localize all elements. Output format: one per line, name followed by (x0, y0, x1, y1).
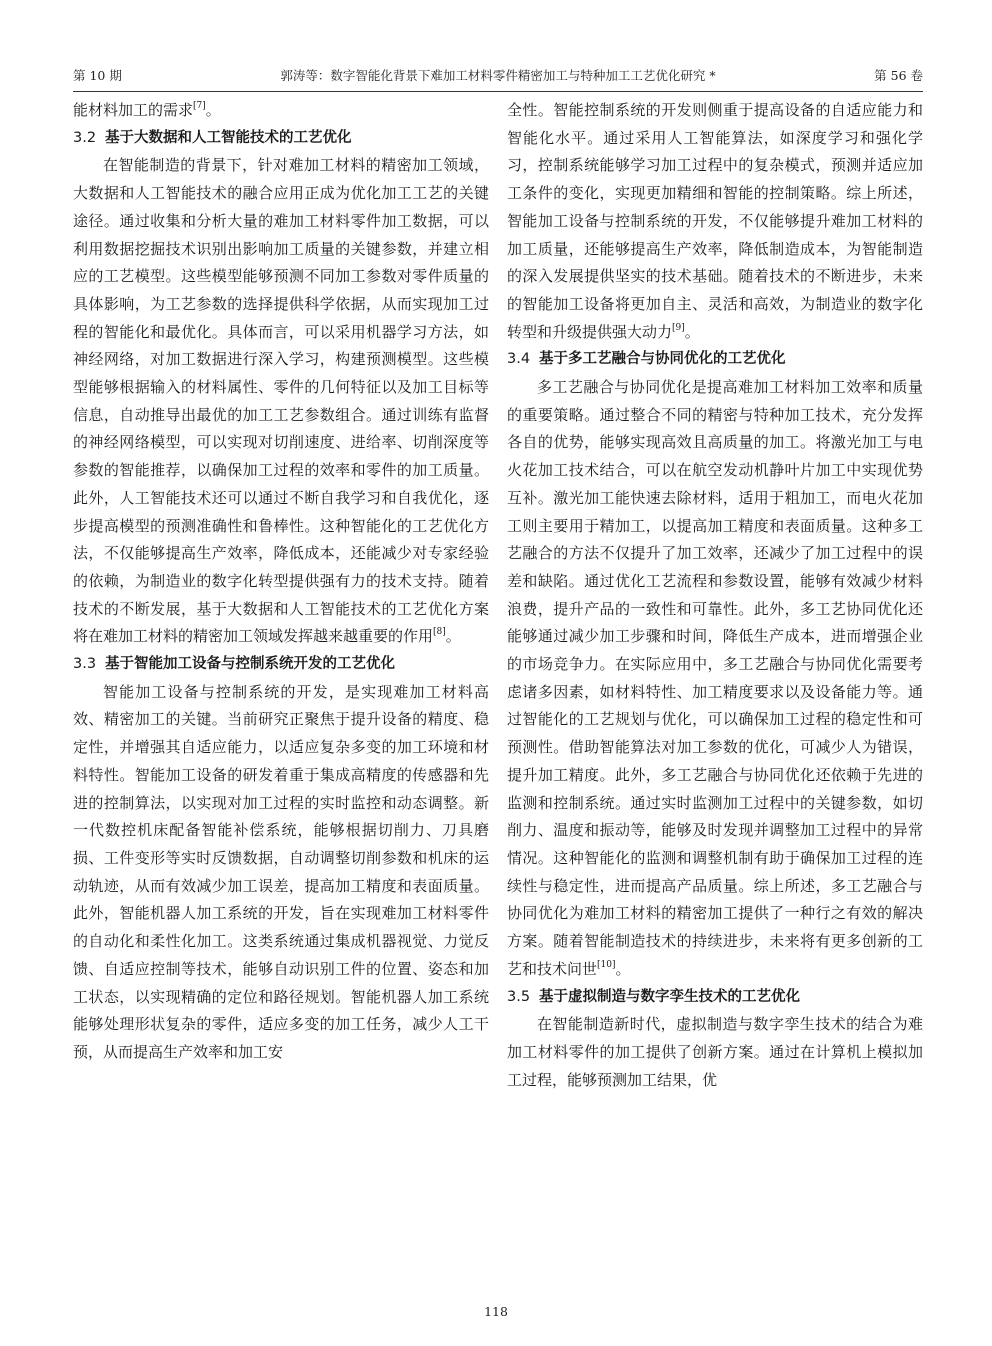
paragraph-3-3 (73, 679, 489, 1067)
continued-paragraph (73, 97, 489, 125)
paragraph-end: 。 (615, 959, 631, 978)
citation: [9] (672, 322, 685, 333)
paragraph-end: 。 (684, 322, 700, 341)
paragraph-3-5 (507, 1011, 923, 1094)
paragraph-text: 能材料加工的需求 (73, 101, 194, 119)
section-title: 基于大数据和人工智能技术的工艺优化 (105, 129, 352, 146)
section-title: 基于虚拟制造与数字孪生技术的工艺优化 (539, 988, 800, 1005)
running-title: 郭涛等：数字智能化背景下难加工材料零件精密加工与特种加工工艺优化研究 * (280, 68, 716, 83)
paragraph-3-4 (507, 374, 923, 983)
page-number: 118 (484, 1304, 508, 1319)
section-heading-3-5 (507, 984, 923, 1012)
citation: [7] (193, 101, 206, 111)
citation: [10] (597, 959, 616, 970)
volume-number: 第 56 卷 (874, 68, 923, 83)
left-column (73, 97, 489, 1067)
paragraph-text: 在智能制造的背景下，针对难加工材料的精密加工领域，大数据和人工智能技术的融合应用正成为优化加工工艺的关键途径。通过收集和分析大量的难加工材料零件加工数据，可以利用数据挖掘技术识别出影响加工质量的关键参数，并建立相应的工艺模型。这些模型能够预测不同加工参数对零件质量的具体影响，为工艺参数的选择提供科学依据，从而实现加工过程的智能化和最优化。具体而言，可以采用机器学习方法，如神经网络，对加工数据进行深入学习，构建预测模型。这些模型能够根据输入的材料属性、零件的几何特征以及加工目标等信息，自动推导出最优的加工工艺参数组合。通过训练有监督的神经网络模型，可以实现对切削速度、进给率、切削深度等参数的智能推荐，以确保加工过程的效率和零件的加工质量。此外，人工智能技术还可以通过不断自我学习和自我优化，逐步提高模型的预测准确性和鲁棒性。这种智能化的工艺优化方法，不仅能够提高生产效率，降低成本，还能减少对专家经验的依赖，为制造业的数字化转型提供强有力的技术支持。随着技术的不断发展，基于大数据和人工智能技术的工艺优化方案将在难加工材料的精密加工领域发挥越来越重要的作用 (73, 156, 489, 646)
issue-number: 第 10 期 (73, 68, 122, 83)
section-heading-3-3 (73, 651, 489, 679)
right-column (507, 97, 923, 1094)
running-header (73, 62, 923, 88)
section-heading-3-2 (73, 125, 489, 153)
paragraph-3-2 (73, 152, 489, 651)
citation: [8] (433, 627, 446, 638)
paragraph-text: 全性。智能控制系统的开发则侧重于提高设备的自适应能力和智能化水平。通过采用人工智能算法，如深度学习和强化学习，控制系统能够学习加工过程中的复杂模式，预测并适应加工条件的变化，实现更加精细和智能的控制策略。综上所述，智能加工设备与控制系统的开发，不仅能够提升难加工材料的加工质量，还能够提高生产效率，降低制造成本，为智能制造的深入发展提供坚实的技术基础。随着技术的不断进步，未来的智能加工设备将更加自主、灵活和高效，为制造业的数字化转型和升级提供强大动力 (507, 101, 923, 341)
section-heading-3-4 (507, 346, 923, 374)
paragraph-end: 。 (445, 627, 461, 646)
section-number: 3.4 (507, 351, 531, 368)
continued-paragraph (507, 97, 923, 346)
paragraph-text: 多工艺融合与协同优化是提高难加工材料加工效率和质量的重要策略。通过整合不同的精密与特种加工技术，充分发挥各自的优势，能够实现高效且高质量的加工。将激光加工与电火花加工技术结合，可以在航空发动机静叶片加工中实现优势互补。激光加工能快速去除材料，适用于粗加工，而电火花加工则主要用于精加工，以提高加工精度和表面质量。这种多工艺融合的方法不仅提升了加工效率，还减少了加工过程中的误差和缺陷。通过优化工艺流程和参数设置，能够有效减少材料浪费，提升产品的一致性和可靠性。此外，多工艺协同优化还能够通过减少加工步骤和时间，降低生产成本，进而增强企业的市场竞争力。在实际应用中，多工艺融合与协同优化需要考虑诸多因素，如材料特性、加工精度要求以及设备能力等。通过智能化的工艺规划与优化，可以确保加工过程的稳定性和可预测性。借助智能算法对加工参数的优化，可减少人为错误，提升加工精度。此外，多工艺融合与协同优化还依赖于先进的监测和控制系统。通过实时监测加工过程中的关键参数，如切削力、温度和振动等，能够及时发现并调整加工过程中的异常情况。这种智能化的监测和调整机制有助于确保加工过程的连续性与稳定性，进而提高产品质量。综上所述，多工艺融合与协同优化为难加工材料的精密加工提供了一种行之有效的解决方案。随着智能制造技术的持续进步，未来将有更多创新的工艺和技术问世 (507, 378, 923, 978)
paragraph-end: 。 (205, 101, 221, 119)
section-title: 基于多工艺融合与协同优化的工艺优化 (539, 351, 786, 368)
section-number: 3.2 (73, 129, 97, 146)
section-title: 基于智能加工设备与控制系统开发的工艺优化 (105, 656, 395, 673)
section-number: 3.3 (73, 656, 97, 673)
section-number: 3.5 (507, 988, 531, 1005)
header-rule (73, 91, 923, 92)
paragraph-text: 在智能制造新时代，虚拟制造与数字孪生技术的结合为难加工材料零件的加工提供了创新方案。通过在计算机上模拟加工过程，能够预测加工结果，优 (507, 1015, 923, 1089)
paragraph-text: 智能加工设备与控制系统的开发，是实现难加工材料高效、精密加工的关键。当前研究正聚焦于提升设备的精度、稳定性，并增强其自适应能力，以适应复杂多变的加工环境和材料特性。智能加工设备的研发着重于集成高精度的传感器和先进的控制算法，以实现对加工过程的实时监控和动态调整。新一代数控机床配备智能补偿系统，能够根据切削力、刀具磨损、工件变形等实时反馈数据，自动调整切削参数和机床的运动轨迹，从而有效减少加工误差，提高加工精度和表面质量。此外，智能机器人加工系统的开发，旨在实现难加工材料零件的自动化和柔性化加工。这类系统通过集成机器视觉、力觉反馈、自适应控制等技术，能够自动识别工件的位置、姿态和加工状态，以实现精确的定位和路径规划。智能机器人加工系统能够处理形状复杂的零件，适应多变的加工任务，减少人工干预，从而提高生产效率和加工安 (73, 682, 489, 1061)
